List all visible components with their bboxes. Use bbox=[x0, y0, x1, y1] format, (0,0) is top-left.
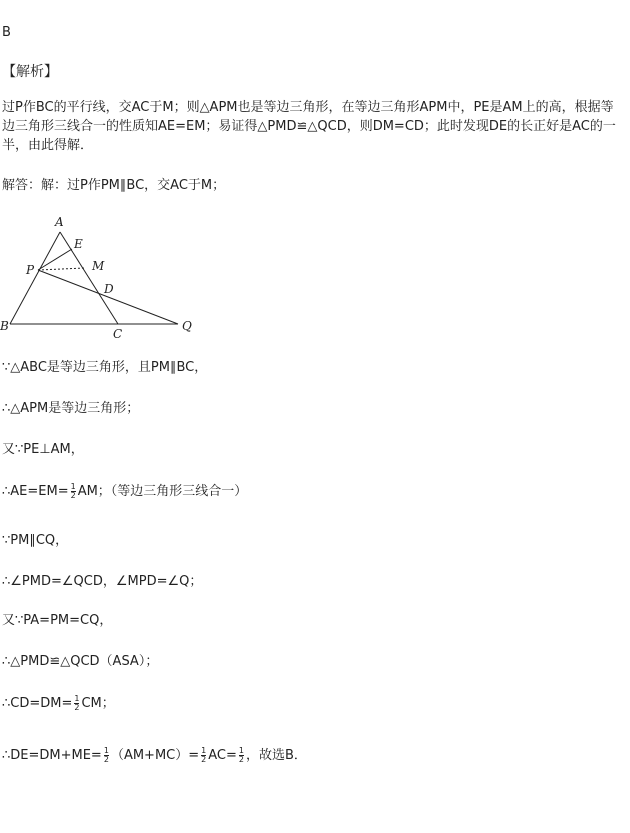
section-title: 【解析】 bbox=[2, 64, 58, 80]
label-E: E bbox=[74, 237, 83, 251]
step-9: ∴CD=DM= $\frac{1}{2}$ CM； bbox=[2, 694, 115, 712]
fraction-half: $\frac{1}{2}$ bbox=[238, 746, 244, 764]
segment-PE bbox=[38, 249, 72, 270]
label-C: C bbox=[113, 327, 123, 341]
fraction-half: $\frac{1}{2}$ bbox=[201, 746, 207, 764]
step-10: ∴DE=DM+ME= $\frac{1}{2}$ （AM+MC）= $\frac{1}{2}$ AC= $\frac{1}{2}$ ，故选B． bbox=[2, 746, 307, 764]
fraction-half: $\frac{1}{2}$ bbox=[103, 746, 109, 764]
label-M: M bbox=[92, 259, 105, 273]
segment-PQ bbox=[38, 270, 178, 324]
step-1: ∵△ABC是等边三角形，且PM∥BC， bbox=[2, 360, 208, 375]
solution-intro: 解答：解：过P作PM∥BC，交AC于M； bbox=[2, 178, 226, 193]
label-B: B bbox=[0, 319, 9, 333]
segment-PM-dashed bbox=[38, 268, 85, 270]
fraction-half: $\frac{1}{2}$ bbox=[70, 482, 76, 500]
label-D: D bbox=[104, 282, 114, 296]
step-7: 又∵PA=PM=CQ， bbox=[2, 613, 113, 628]
answer-letter: B bbox=[2, 25, 11, 40]
label-P: P bbox=[26, 263, 35, 277]
segment-AB bbox=[10, 232, 60, 324]
step-6: ∴∠PMD=∠QCD，∠MPD=∠Q； bbox=[2, 574, 203, 589]
step-8: ∴△PMD≌△QCD（ASA）； bbox=[2, 654, 159, 669]
step-3: 又∵PE⊥AM， bbox=[2, 442, 84, 457]
label-A: A bbox=[55, 215, 64, 229]
analysis-paragraph: 过P作BC的平行线，交AC于M；则△APM也是等边三角形，在等边三角形APM中，PE是AM上的高，根据等边三角形三线合一的性质知AE=EM；易证得△PMD≌△QCD，则DM=CD；此时发现DE的长正好是AC的一半，由此得解． bbox=[2, 100, 616, 153]
geometry-figure bbox=[0, 212, 220, 342]
segment-AC bbox=[60, 232, 118, 324]
fraction-half: $\frac{1}{2}$ bbox=[74, 694, 80, 712]
step-4 bbox=[2, 483, 247, 502]
step-4-lhs: ∴AE=EM= bbox=[2, 484, 69, 499]
step-4-rhs: AM；（等边三角形三线合一） bbox=[77, 484, 248, 499]
step-5: ∵PM∥CQ， bbox=[2, 533, 69, 548]
label-Q: Q bbox=[182, 319, 192, 333]
step-2: ∴△APM是等边三角形； bbox=[2, 401, 140, 416]
